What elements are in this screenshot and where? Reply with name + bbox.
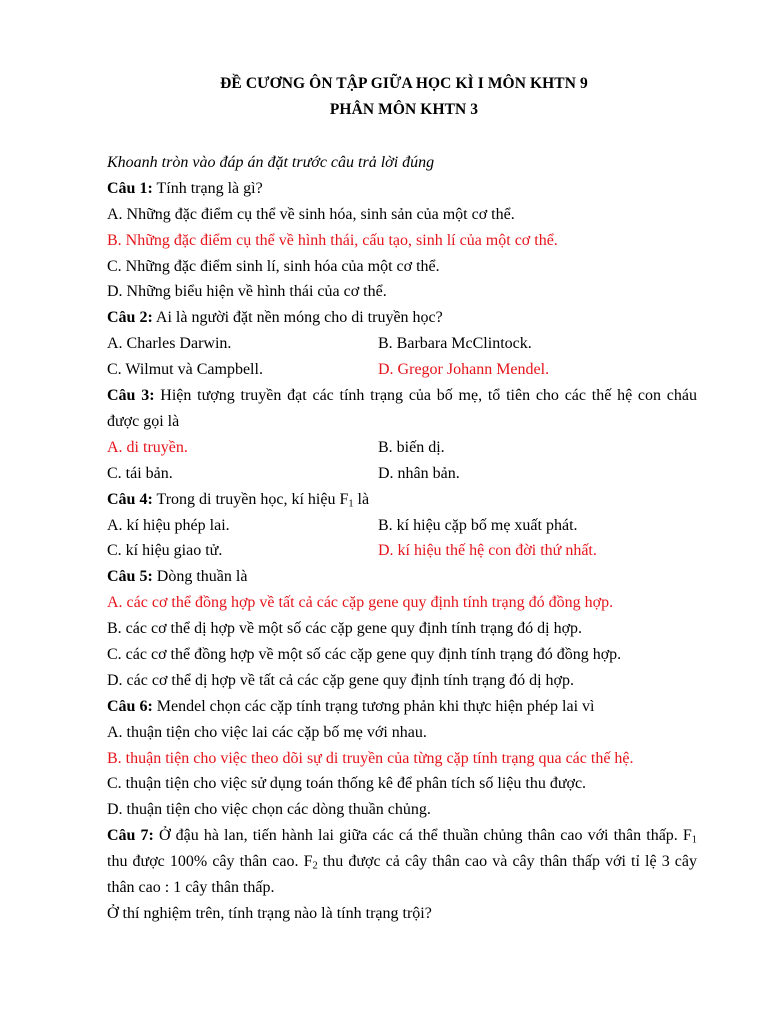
q4-options-row-2 — [107, 538, 697, 564]
question-5 — [107, 564, 697, 590]
question-4 — [107, 487, 697, 513]
q4-option-d-answer: D. kí hiệu thế hệ con đời thứ nhất. — [378, 542, 597, 560]
q6-option-c: C. thuận tiện cho việc sử dụng toán thống kê để phân tích số liệu thu được. — [107, 775, 587, 793]
q1-option-b-answer: B. Những đặc điểm cụ thể về hình thái, cấu tạo, sinh lí của một cơ thể. — [107, 231, 558, 249]
q5-option-d: D. các cơ thể dị hợp về tất cả các cặp gene quy định tính trạng đó dị hợp. — [107, 671, 574, 689]
q1-option-a: A. Những đặc điểm cụ thể về sinh hóa, sinh sản của một cơ thể. — [107, 205, 515, 223]
q3-option-a-answer: A. di truyền. — [107, 438, 188, 456]
q1-option-c: C. Những đặc điểm sinh lí, sinh hóa của một cơ thể. — [107, 257, 440, 275]
q6-option-a: A. thuận tiện cho việc lai các cặp bố mẹ với nhau. — [107, 723, 427, 741]
q6-option-d: D. thuận tiện cho việc chọn các dòng thuần chủng. — [107, 801, 431, 819]
subscript: 2 — [312, 860, 318, 872]
q2-options-row-1 — [107, 331, 697, 357]
question-6 — [107, 694, 697, 720]
question-label: Câu 3: — [107, 387, 155, 405]
q6-option-b-answer: B. thuận tiện cho việc theo dõi sự di truyền của từng cặp tính trạng qua các thế hệ. — [107, 749, 634, 767]
question-label: Câu 7: — [107, 827, 154, 845]
q3-option-d: D. nhân bản. — [378, 464, 460, 482]
q4-option-a: A. kí hiệu phép lai. — [107, 516, 230, 534]
q5-option-a-answer: A. các cơ thể đồng hợp về tất cả các cặp gene quy định tính trạng đó đồng hợp. — [107, 594, 614, 612]
subscript: 1 — [348, 498, 354, 510]
q3-option-b: B. biến dị. — [378, 438, 445, 456]
document-title: ĐỀ CƯƠNG ÔN TẬP GIỮA HỌC KÌ I MÔN KHTN 9 — [220, 75, 588, 92]
q2-options-row-2 — [107, 357, 697, 383]
question-text: Ai là người đặt nền móng cho di truyền học? — [152, 309, 443, 327]
question-text: Dòng thuần là — [152, 568, 248, 586]
subscript: 1 — [691, 834, 697, 846]
q3-option-c: C. tái bản. — [107, 464, 173, 482]
question-label: Câu 5: — [107, 568, 153, 586]
q4-option-c: C. kí hiệu giao tử. — [107, 542, 223, 560]
question-text-end: là — [353, 490, 370, 508]
question-2 — [107, 305, 697, 331]
question-text-part-2: thu được 100% cây thân cao. F — [107, 853, 313, 871]
question-1 — [107, 176, 697, 202]
question-label: Câu 6: — [107, 697, 153, 715]
q3-options-row-2 — [107, 461, 697, 487]
q3-options-row-1 — [107, 435, 697, 461]
question-label: Câu 4: — [107, 490, 153, 508]
q5-option-c: C. các cơ thể đồng hợp về một số các cặp gene quy định tính trạng đó đồng hợp. — [107, 645, 622, 663]
question-label: Câu 1: — [107, 179, 153, 197]
instruction-text: Khoanh tròn vào đáp án đặt trước câu trả lời đúng — [107, 154, 435, 171]
q7-question-prompt: Ở thí nghiệm trên, tính trạng nào là tính trạng trội? — [107, 904, 432, 922]
question-list — [107, 150, 697, 927]
q4-option-b: B. kí hiệu cặp bố mẹ xuất phát. — [378, 516, 578, 534]
question-text-part-3: thu được cả cây thân cao và cây thân thấp với tỉ lệ 3 cây thân cao : 1 cây thân thấp. — [107, 853, 698, 896]
q5-option-b: B. các cơ thể dị hợp về một số các cặp gene quy định tính trạng đó dị hợp. — [107, 620, 583, 638]
q2-option-c: C. Wilmut và Campbell. — [107, 361, 263, 379]
q1-option-d: D. Những biểu hiện về hình thái của cơ thể. — [107, 283, 387, 301]
question-text: Hiện tượng truyền đạt các tính trạng của bố mẹ, tổ tiên cho các thế hệ con cháu được gọi là — [107, 387, 698, 430]
question-label: Câu 2: — [107, 309, 153, 327]
question-text: Trong di truyền học, kí hiệu F — [152, 490, 349, 508]
q2-option-a: A. Charles Darwin. — [107, 335, 232, 353]
question-text: Tính trạng là gì? — [152, 179, 263, 197]
q2-option-b: B. Barbara McClintock. — [378, 335, 532, 353]
q4-options-row-1 — [107, 513, 697, 539]
question-3 — [107, 383, 697, 435]
question-text-part-1: Ở đậu hà lan, tiến hành lai giữa các cá thể thuần chủng thân cao với thân thấp. F — [153, 827, 692, 845]
q2-option-d-answer: D. Gregor Johann Mendel. — [378, 361, 550, 379]
question-7 — [107, 823, 697, 901]
document-subtitle: PHÂN MÔN KHTN 3 — [329, 101, 479, 118]
question-text: Mendel chọn các cặp tính trạng tương phản khi thực hiện phép lai vì — [152, 697, 595, 715]
